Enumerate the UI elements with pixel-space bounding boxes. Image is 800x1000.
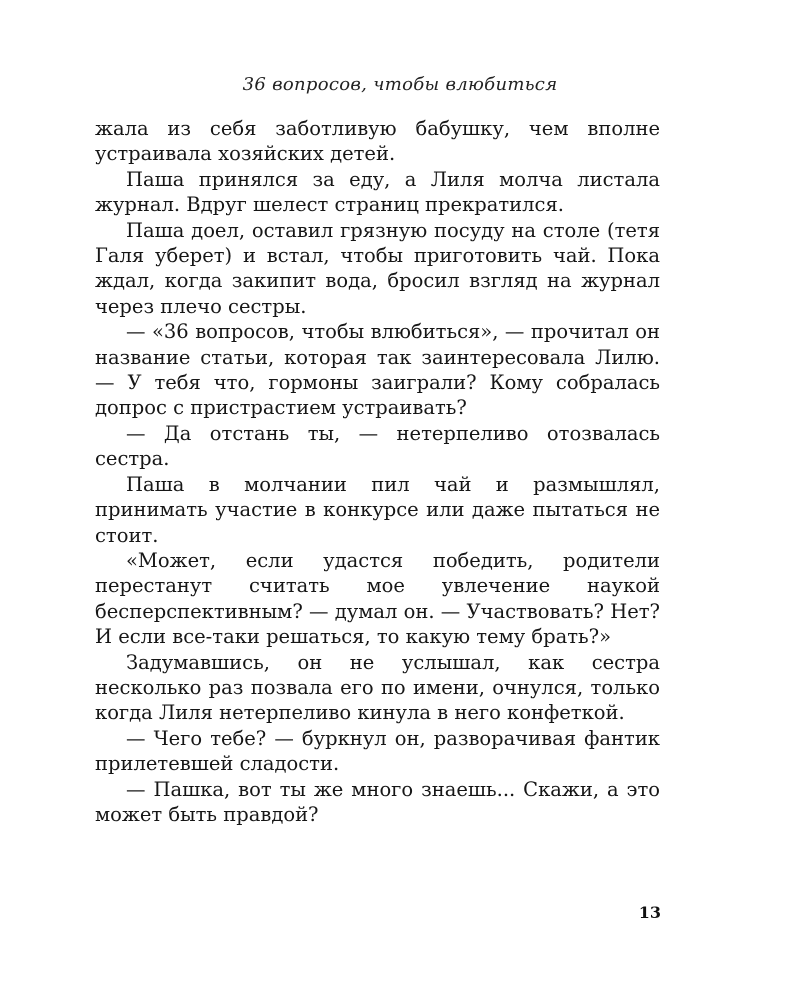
paragraph: Паша доел, оставил грязную посуду на столе (тетя Галя уберет) и встал, чтобы приготовить чай. Пока ждал, когда закипит вода, бросил взгляд на журнал через плечо сестры.	[95, 218, 660, 318]
body-text	[95, 116, 660, 827]
page-number: 13	[638, 903, 661, 922]
paragraph: — «36 вопросов, чтобы влюбиться», — прочитал он название статьи, которая так заинтересовала Лилю. — У тебя что, гормоны заиграли? Кому собралась допрос с пристрастием устраивать?	[95, 320, 660, 420]
paragraph: Паша принялся за еду, а Лиля молча листала журнал. Вдруг шелест страниц прекратился.	[95, 167, 660, 217]
paragraph: — Чего тебе? — буркнул он, разворачивая фантик прилетевшей сладости.	[95, 726, 660, 776]
paragraph: жала из себя заботливую бабушку, чем вполне устраивала хозяйских детей.	[95, 117, 660, 166]
paragraph: — Пашка, вот ты же много знаешь... Скажи, а это может быть правдой?	[95, 777, 660, 826]
paragraph: Паша в молчании пил чай и размышлял, принимать участие в конкурсе или даже пытаться не стоит.	[95, 472, 660, 547]
running-head: 36 вопросов, чтобы влюбиться	[242, 74, 558, 95]
paragraph: — Да отстань ты, — нетерпеливо отозвалась сестра.	[95, 421, 660, 471]
paragraph: Задумавшись, он не услышал, как сестра несколько раз позвала его по имени, очнулся, только когда Лиля нетерпеливо кинула в него конфеткой.	[95, 650, 660, 725]
paragraph: «Может, если удастся победить, родители перестанут считать мое увлечение наукой бесперспективным? — думал он. — Участвовать? Нет? И если все-таки решаться, то какую тему брать?»	[95, 548, 660, 649]
